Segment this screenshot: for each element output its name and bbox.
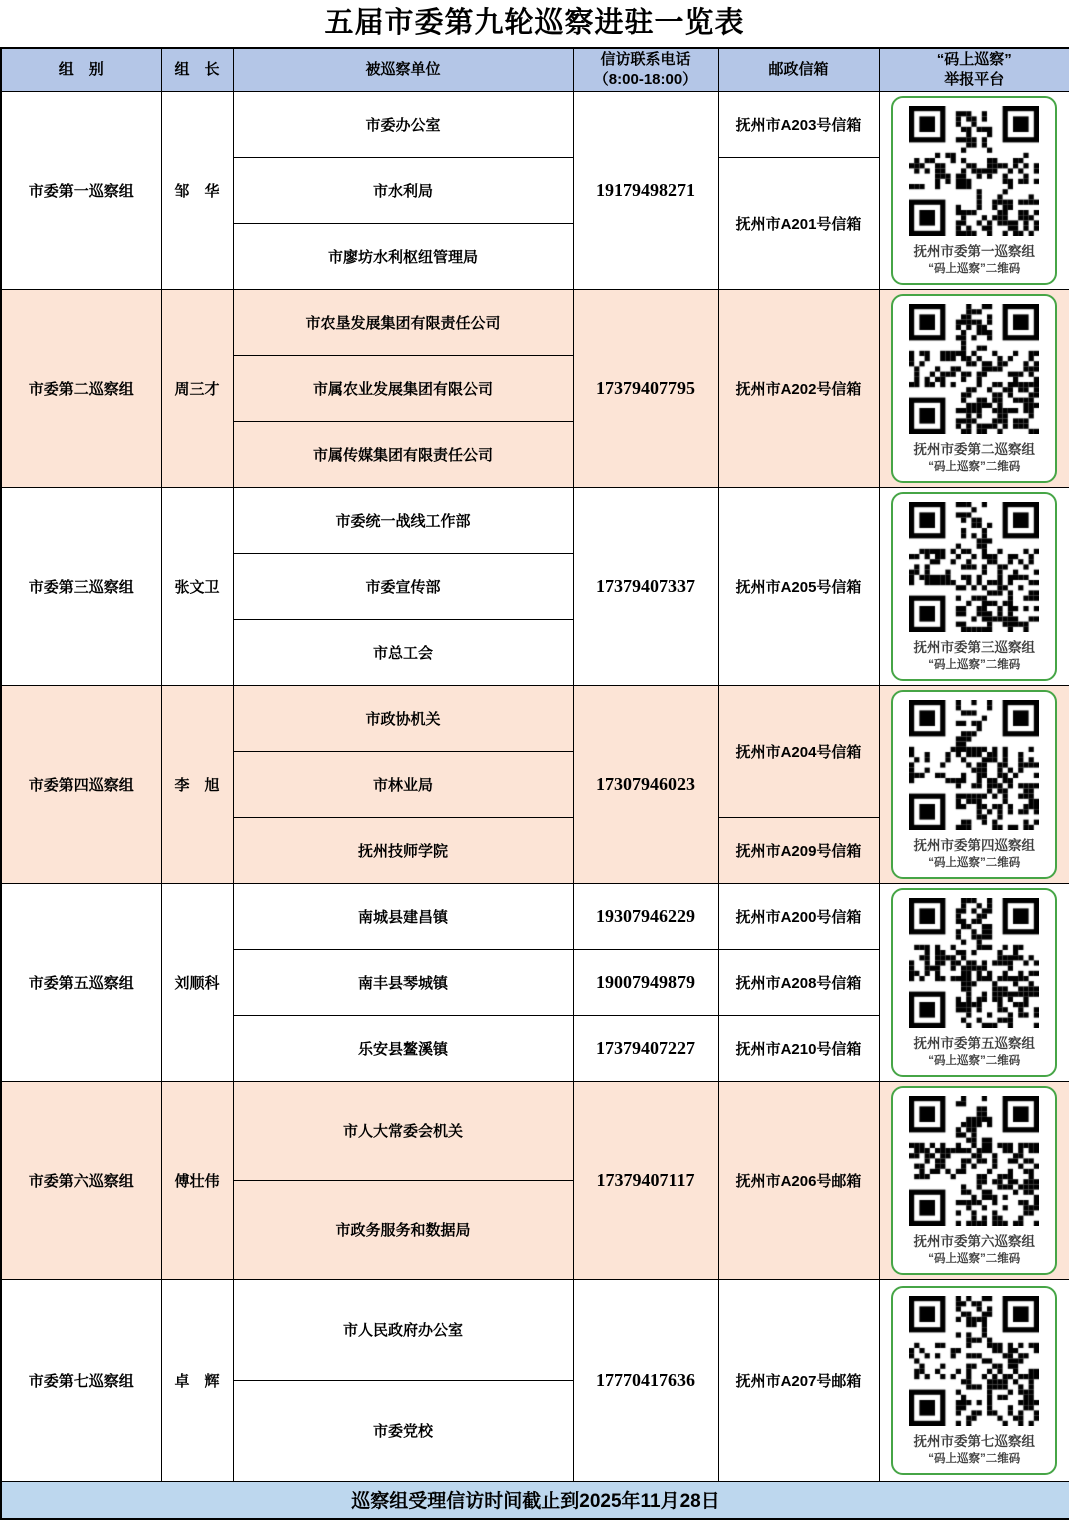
unit-cell: 市林业局 — [233, 751, 573, 817]
unit-cell: 市农垦发展集团有限责任公司 — [233, 289, 573, 355]
mailbox-cell: 抚州市A206号邮箱 — [718, 1081, 879, 1279]
mailbox-cell: 抚州市A204号信箱 — [718, 685, 879, 817]
qr-card — [891, 1086, 1057, 1275]
qr-caption-sub: “码上巡察”二维码 — [928, 262, 1021, 275]
unit-cell: 抚州技师学院 — [233, 817, 573, 883]
leader-cell: 张文卫 — [161, 487, 233, 685]
qr-caption-group: 抚州市委第四巡察组 — [913, 837, 1035, 853]
mailbox-cell: 抚州市A205号信箱 — [718, 487, 879, 685]
qr-card — [891, 492, 1057, 681]
qr-cell — [879, 289, 1069, 487]
table-row — [1, 1081, 1069, 1180]
phone-cell: 17379407227 — [573, 1015, 718, 1081]
table-row — [1, 883, 1069, 949]
unit-cell: 市水利局 — [233, 157, 573, 223]
phone-cell: 19179498271 — [573, 91, 718, 289]
qr-caption-group: 抚州市委第七巡察组 — [913, 1433, 1035, 1449]
mailbox-cell: 抚州市A210号信箱 — [718, 1015, 879, 1081]
unit-cell: 乐安县鳌溪镇 — [233, 1015, 573, 1081]
qr-code-image — [909, 898, 1039, 1028]
qr-cell — [879, 1081, 1069, 1279]
group-name-cell: 市委第七巡察组 — [1, 1279, 161, 1481]
qr-code-image — [909, 106, 1039, 236]
group-name-cell: 市委第四巡察组 — [1, 685, 161, 883]
qr-caption-group: 抚州市委第六巡察组 — [913, 1233, 1035, 1249]
unit-cell: 市属农业发展集团有限公司 — [233, 355, 573, 421]
unit-cell: 市廖坊水利枢纽管理局 — [233, 223, 573, 289]
qr-code-image — [909, 304, 1039, 434]
leader-cell: 邹 华 — [161, 91, 233, 289]
header-phone — [573, 48, 718, 91]
qr-caption-group: 抚州市委第五巡察组 — [913, 1035, 1035, 1051]
table-row — [1, 91, 1069, 157]
unit-cell: 市委党校 — [233, 1380, 573, 1481]
qr-code-image — [909, 700, 1039, 830]
group-name-cell: 市委第五巡察组 — [1, 883, 161, 1081]
qr-code-image — [909, 502, 1039, 632]
qr-card — [891, 96, 1057, 285]
mailbox-cell: 抚州市A207号邮箱 — [718, 1279, 879, 1481]
group-name-cell: 市委第六巡察组 — [1, 1081, 161, 1279]
unit-cell: 市属传媒集团有限责任公司 — [233, 421, 573, 487]
qr-caption-sub: “码上巡察”二维码 — [928, 856, 1021, 869]
qr-caption-sub: “码上巡察”二维码 — [928, 1054, 1021, 1067]
page-title: 五届市委第九轮巡察进驻一览表 — [324, 7, 745, 39]
qr-card — [891, 690, 1057, 879]
unit-cell: 南丰县琴城镇 — [233, 949, 573, 1015]
leader-cell: 傅壮伟 — [161, 1081, 233, 1279]
phone-cell: 19307946229 — [573, 883, 718, 949]
qr-caption-group: 抚州市委第一巡察组 — [913, 243, 1035, 259]
unit-cell: 市委宣传部 — [233, 553, 573, 619]
footer-deadline-note: 巡察组受理信访时间截止到2025年11月28日 — [1, 1481, 1069, 1519]
qr-caption-sub: “码上巡察”二维码 — [928, 460, 1021, 473]
leader-cell: 刘顺科 — [161, 883, 233, 1081]
mailbox-cell: 抚州市A202号信箱 — [718, 289, 879, 487]
mailbox-cell: 抚州市A200号信箱 — [718, 883, 879, 949]
unit-cell: 市总工会 — [233, 619, 573, 685]
group-name-cell: 市委第一巡察组 — [1, 91, 161, 289]
qr-caption-sub: “码上巡察”二维码 — [928, 1252, 1021, 1265]
table-row — [1, 1279, 1069, 1380]
leader-cell: 周三才 — [161, 289, 233, 487]
qr-cell — [879, 685, 1069, 883]
table-row — [1, 685, 1069, 751]
inspection-table — [0, 47, 1069, 1520]
unit-cell: 市委统一战线工作部 — [233, 487, 573, 553]
table-row — [1, 289, 1069, 355]
table-header-row — [1, 48, 1069, 91]
phone-cell: 17379407795 — [573, 289, 718, 487]
phone-cell: 17307946023 — [573, 685, 718, 883]
unit-cell: 南城县建昌镇 — [233, 883, 573, 949]
header-qr — [879, 48, 1069, 91]
phone-cell: 17379407117 — [573, 1081, 718, 1279]
unit-cell: 市人大常委会机关 — [233, 1081, 573, 1180]
unit-cell: 市政务服务和数据局 — [233, 1180, 573, 1279]
qr-cell — [879, 1279, 1069, 1481]
qr-card — [891, 294, 1057, 483]
qr-code-image — [909, 1296, 1039, 1426]
phone-cell: 19007949879 — [573, 949, 718, 1015]
header-leader: 组 长 — [161, 48, 233, 91]
header-mailbox: 邮政信箱 — [718, 48, 879, 91]
header-unit: 被巡察单位 — [233, 48, 573, 91]
qr-caption-group: 抚州市委第二巡察组 — [913, 441, 1035, 457]
group-name-cell: 市委第三巡察组 — [1, 487, 161, 685]
qr-code-image — [909, 1096, 1039, 1226]
table-footer-row — [1, 1481, 1069, 1519]
qr-cell — [879, 91, 1069, 289]
mailbox-cell: 抚州市A209号信箱 — [718, 817, 879, 883]
table-row — [1, 487, 1069, 553]
qr-caption-sub: “码上巡察”二维码 — [928, 1452, 1021, 1465]
mailbox-cell: 抚州市A208号信箱 — [718, 949, 879, 1015]
qr-caption-sub: “码上巡察”二维码 — [928, 658, 1021, 671]
phone-cell: 17379407337 — [573, 487, 718, 685]
group-name-cell: 市委第二巡察组 — [1, 289, 161, 487]
unit-cell: 市委办公室 — [233, 91, 573, 157]
header-phone-line2: （8:00-18:00） — [593, 70, 698, 88]
unit-cell: 市政协机关 — [233, 685, 573, 751]
unit-cell: 市人民政府办公室 — [233, 1279, 573, 1380]
leader-cell: 卓 辉 — [161, 1279, 233, 1481]
qr-card — [891, 1286, 1057, 1475]
qr-card — [891, 888, 1057, 1077]
header-phone-line1: 信访联系电话 — [600, 51, 691, 69]
mailbox-cell: 抚州市A201号信箱 — [718, 157, 879, 289]
header-group: 组 别 — [1, 48, 161, 91]
qr-cell — [879, 883, 1069, 1081]
phone-cell: 17770417636 — [573, 1279, 718, 1481]
header-qr-line1: “码上巡察” — [936, 51, 1012, 69]
leader-cell: 李 旭 — [161, 685, 233, 883]
header-qr-line2: 举报平台 — [944, 70, 1005, 88]
qr-caption-group: 抚州市委第三巡察组 — [913, 639, 1035, 655]
mailbox-cell: 抚州市A203号信箱 — [718, 91, 879, 157]
qr-cell — [879, 487, 1069, 685]
